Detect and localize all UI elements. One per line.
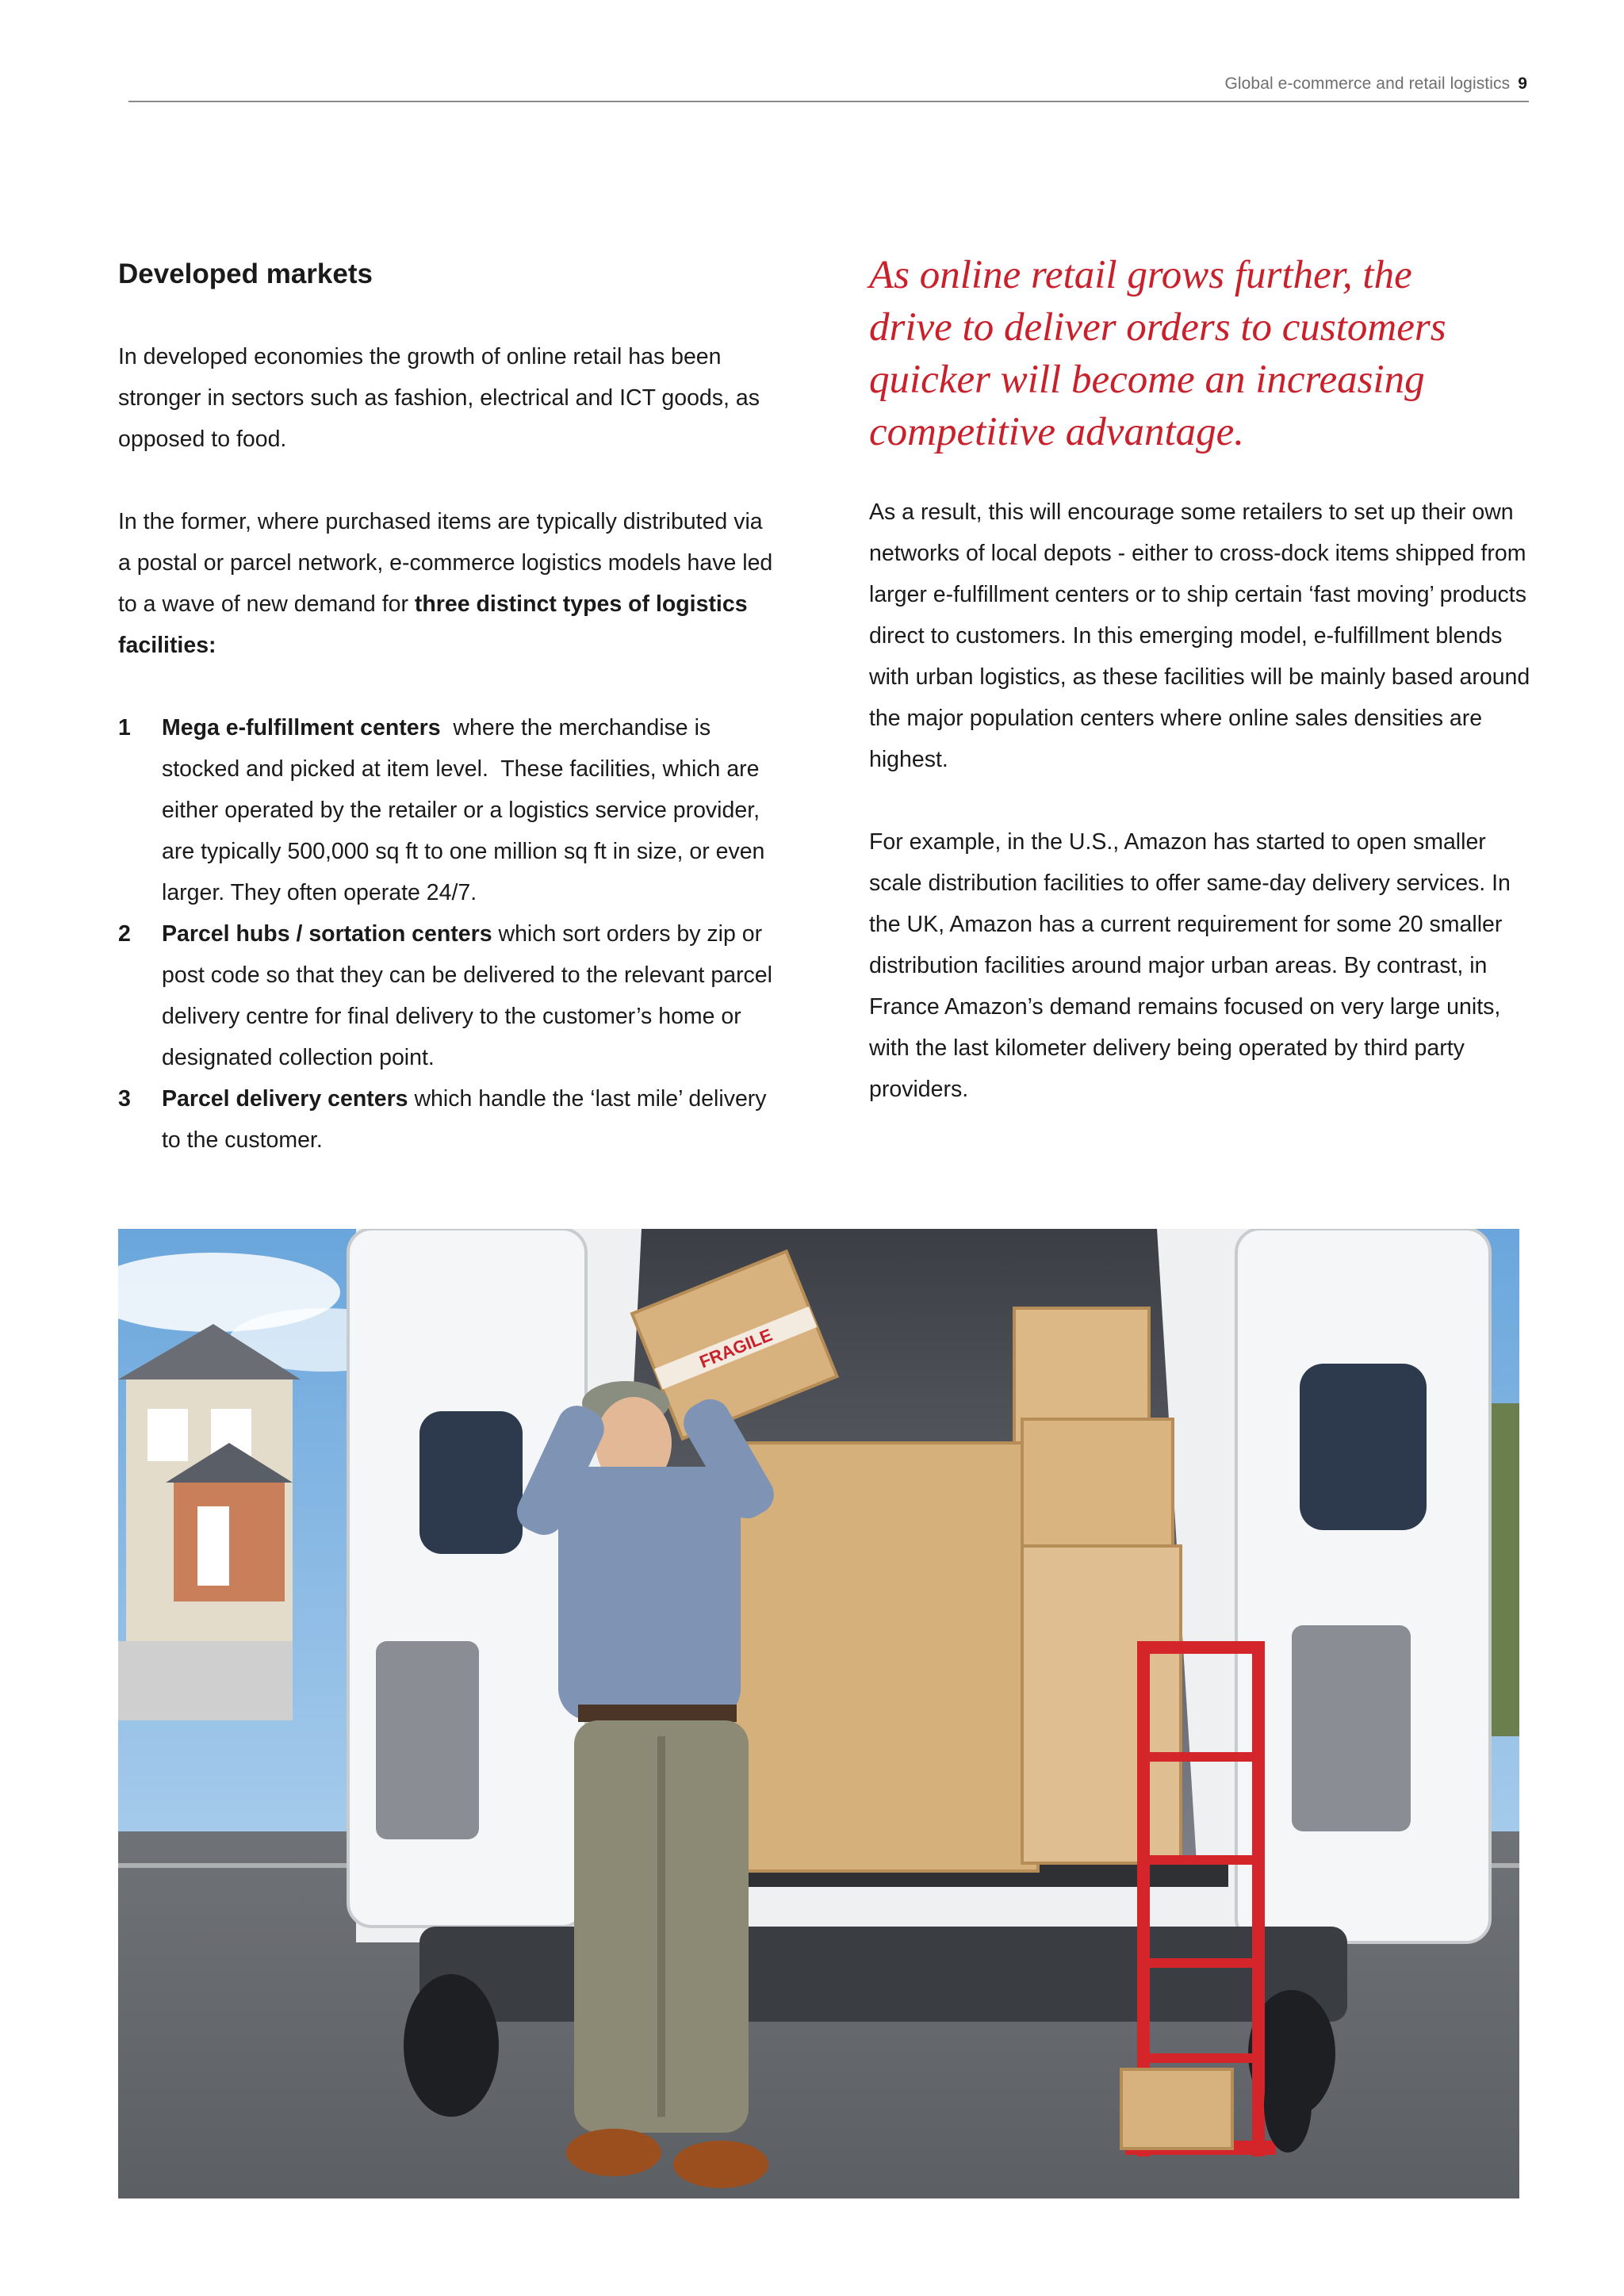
delivery-van-photo [118,1229,1519,2198]
list-item-title: Parcel delivery centers [162,1086,408,1112]
list-number: 1 [118,715,131,740]
paragraph-4: For example, in the U.S., Amazon has started to open smaller scale distribution facilities to offer same-day delivery services. In the UK, Amazon has a current requirement for some 20 smaller distribution facilities around major urban areas. By contrast, in France Amazon’s demand remains focused on very large units, with the last kilometer delivery being operated by third party providers. [869,829,1511,1102]
list-number: 3 [118,1086,131,1112]
list-item-text: which handle the ‘last mile’ delivery to the customer. [162,1086,767,1153]
running-header [1224,75,1527,94]
paragraph-2-text: In the former, where purchased items are typically distributed via a postal or parcel network, e-commerce logistics models have led to a wave of new demand for [118,509,773,617]
list-item-text: which sort orders by zip or post code so that they can be delivered to the relevant parcel delivery centre for final delivery to the customer’s home or designated collection point. [162,921,772,1070]
section-heading: Developed markets [118,258,373,289]
list-item [118,707,776,913]
paragraph-1: In developed economies the growth of online retail has been stronger in sectors such as fashion, electrical and ICT goods, as opposed to food. [118,344,760,452]
facility-list [118,707,776,1161]
list-number: 2 [118,921,131,947]
list-item-text: where the merchandise is stocked and picked at item level. These facilities, which are either operated by the retailer or a logistics service provider, are typically 500,000 sq ft to one million sq ft in size, or even larger. They often operate 24/7. [162,715,772,905]
photo-illustration [118,1229,1519,2198]
paragraph-2 [118,501,776,666]
paragraph-3: As a result, this will encourage some retailers to set up their own networks of local depots - either to cross-dock items shipped from larger e-fulfillment centers or to ship certain ‘fast moving’ products direct to customers. In this emerging model, e-fulfillment blends with urban logistics, as these facilities will be mainly based around the major population centers where online sales densities are highest. [869,499,1530,772]
paragraph-2-bold: three distinct types of logistics facilities: [118,591,748,658]
list-item-title: Mega e-fulfillment centers [162,715,441,740]
right-column [869,254,1532,1110]
pull-quote: As online retail grows further, the drive to deliver orders to customers quicker will become an increasing competitive advantage. [869,253,1446,454]
list-item [118,1078,776,1161]
header-title: Global e-commerce and retail logistics [1224,75,1511,93]
header-divider [128,101,1529,102]
page-number: 9 [1518,75,1527,93]
left-column [118,254,776,1161]
list-item-title: Parcel hubs / sortation centers [162,921,492,947]
fragile-label: FRAGILE [696,1325,776,1372]
list-item [118,913,776,1078]
